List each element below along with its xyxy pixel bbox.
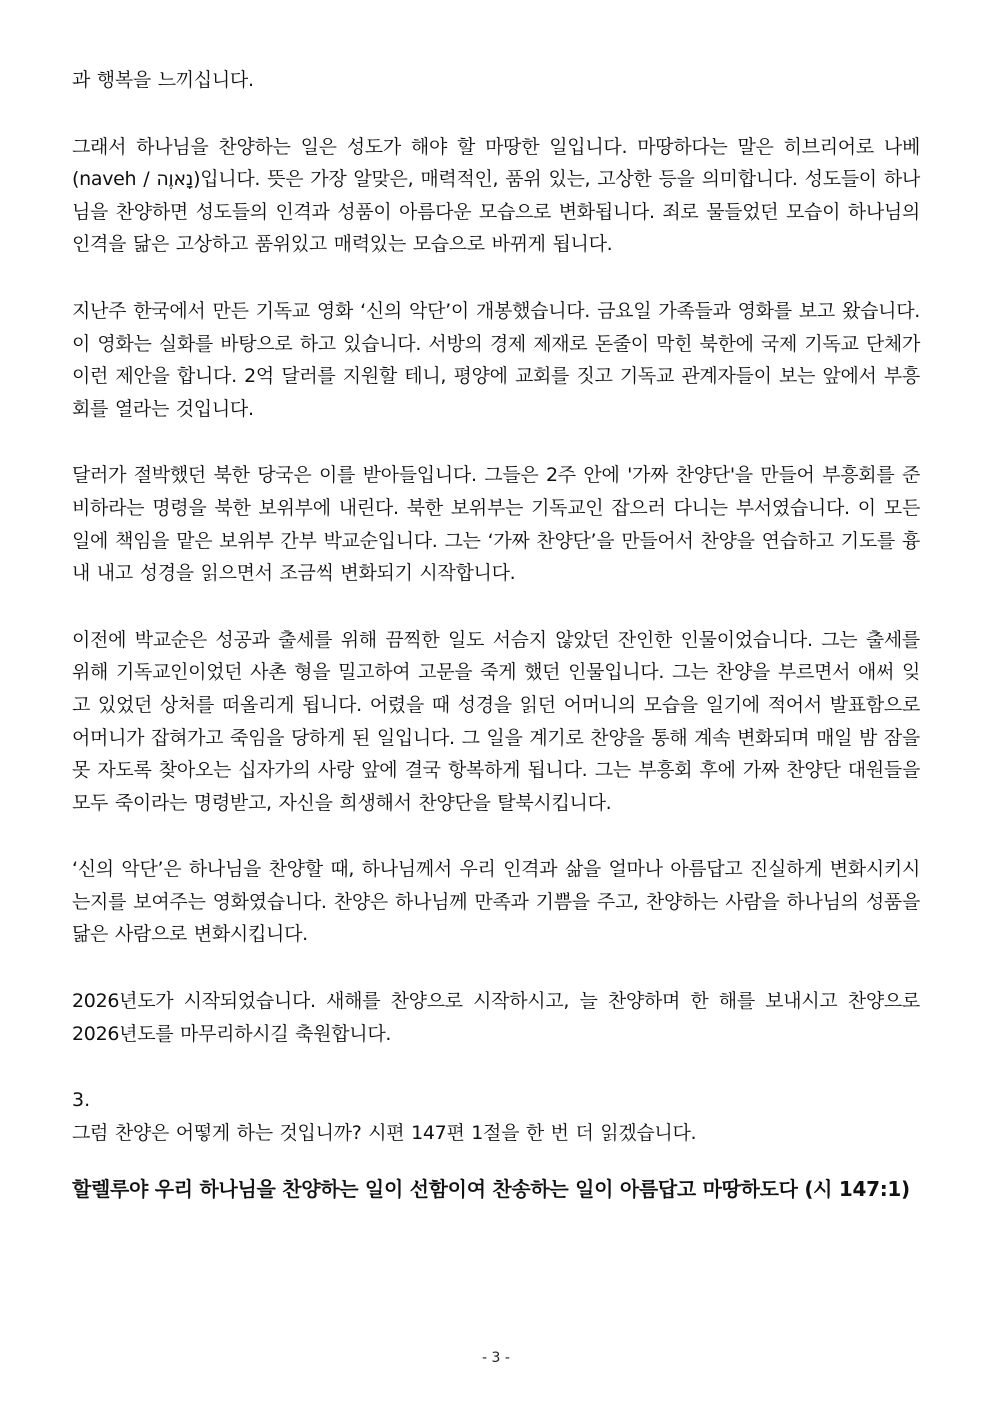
- paragraph: ‘신의 악단’은 하나님을 찬양할 때, 하나님께서 우리 인격과 삶을 얼마나 아름답고 진실하게 변화시키시는지를 보여주는 영화였습니다. 찬양은 하나님께 만족과 기쁨을 주고, 찬양하는 사람을 하나님의 성품을 닮은 사람으로 변화시킵니다.: [72, 858, 920, 946]
- document-body: [72, 64, 920, 1206]
- paragraph: 이전에 박교순은 성공과 출세를 위해 끔찍한 일도 서슴지 않았던 잔인한 인물이었습니다. 그는 출세를 위해 기독교인이었던 사촌 형을 밀고하여 고문을 죽게 했던 인물입니다. 그는 찬양을 부르면서 애써 잊고 있었던 상처를 떠올리게 됩니다. 어렸을 때 성경을 읽던 어머니의 모습을 일기에 적어서 발표함으로 어머니가 잡혀가고 죽임을 당하게 된 일입니다. 그 일을 계기로 찬양을 통해 계속 변화되며 매일 밤 잠을 못 자도록 찾아오는 십자가의 사랑 앞에 결국 항복하게 됩니다. 그는 부흥회 후에 가짜 찬양단 대원들을 모두 죽이라는 명령받고, 자신을 희생해서 찬양단을 탈북시킵니다.: [72, 628, 920, 814]
- paragraph: 과 행복을 느끼십니다.: [72, 69, 254, 91]
- paragraph: 달러가 절박했던 북한 당국은 이를 받아들입니다. 그들은 2주 안에 '가짜 찬양단'을 만들어 부흥회를 준비하라는 명령을 북한 보위부에 내린다. 북한 보위부는 기독교인 잡으러 다니는 부서였습니다. 이 모든 일에 책임을 맡은 보위부 간부 박교순입니다. 그는 ‘가짜 찬양단’을 만들어서 찬양을 연습하고 기도를 흉내 내고 성경을 읽으면서 조금씩 변화되기 시작합니다.: [72, 464, 920, 585]
- page-number: - 3 -: [482, 1350, 510, 1366]
- paragraph: 그래서 하나님을 찬양하는 일은 성도가 해야 할 마땅한 일입니다. 마땅하다는 말은 히브리어로 나베(naveh / נָאוֶה)입니다. 뜻은 가장 알맞은, 매력적인, 품위 있는, 고상한 등을 의미합니다. 성도들이 하나님을 찬양하면 성도들의 인격과 성품이 아름다운 모습으로 변화됩니다. 죄로 물들었던 모습이 하나님의 인격을 닮은 고상하고 품위있고 매력있는 모습으로 바뀌게 됩니다.: [72, 135, 920, 256]
- scripture-verse: 할렐루야 우리 하나님을 찬양하는 일이 선함이여 찬송하는 일이 아름답고 마땅하도다 (시 147:1): [72, 1177, 910, 1202]
- question-paragraph: 그럼 찬양은 어떻게 하는 것입니까? 시편 147편 1절을 한 번 더 읽겠습니다.: [72, 1121, 697, 1144]
- paragraph: 지난주 한국에서 만든 기독교 영화 ‘신의 악단’이 개봉했습니다. 금요일 가족들과 영화를 보고 왔습니다. 이 영화는 실화를 바탕으로 하고 있습니다. 서방의 경제 제재로 돈줄이 막힌 북한에 국제 기독교 단체가 이런 제안을 합니다. 2억 달러를 지원할 테니, 평양에 교회를 짓고 기독교 관계자들이 보는 앞에서 부흥회를 열라는 것입니다.: [72, 299, 920, 420]
- section-number: 3.: [72, 1089, 91, 1112]
- paragraph: 2026년도가 시작되었습니다. 새해를 찬양으로 시작하시고, 늘 찬양하며 한 해를 보내시고 찬양으로 2026년도를 마무리하시길 축원합니다.: [72, 990, 920, 1045]
